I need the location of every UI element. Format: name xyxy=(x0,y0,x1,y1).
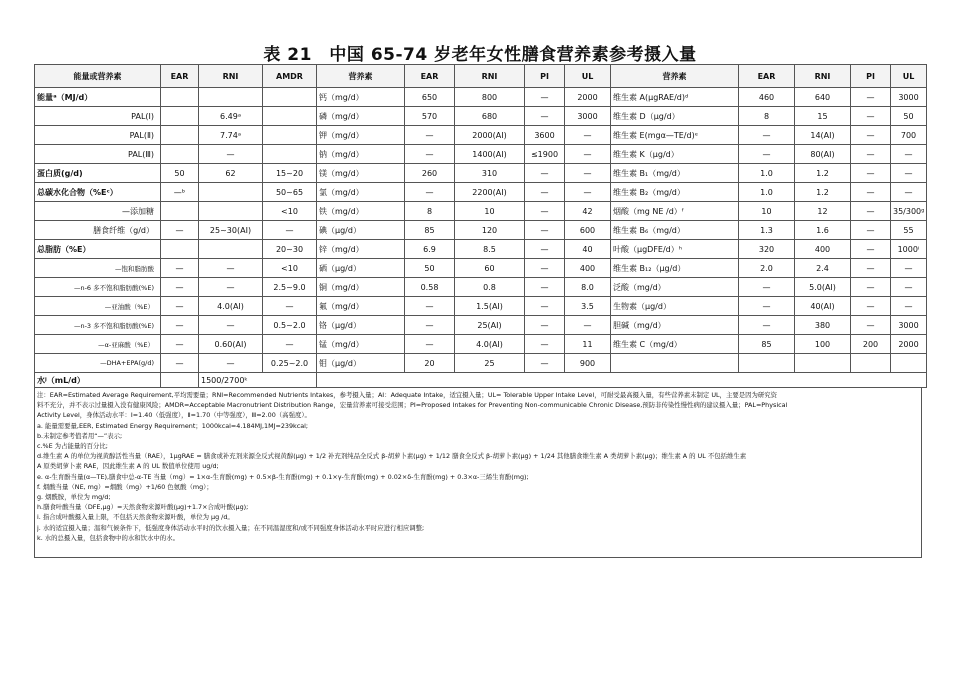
table-row xyxy=(35,164,927,183)
value-cell: 80(AI) xyxy=(795,145,851,164)
header-cell: EAR xyxy=(405,65,455,88)
table-row xyxy=(35,202,927,221)
value-cell: 42 xyxy=(565,202,611,221)
header-cell: EAR xyxy=(739,65,795,88)
water-label: 水ʲ（mL/d） xyxy=(35,373,161,388)
value-cell: 380 xyxy=(795,316,851,335)
value-cell: — xyxy=(525,316,565,335)
nutrient-label: 镁（mg/d） xyxy=(317,164,405,183)
table-row xyxy=(35,240,927,259)
value-cell: — xyxy=(851,183,891,202)
value-cell xyxy=(263,145,317,164)
value-cell: 0.5~2.0 xyxy=(263,316,317,335)
value-cell: — xyxy=(199,145,263,164)
value-cell: 0.60(AI) xyxy=(199,335,263,354)
nutrient-label: 铁（mg/d） xyxy=(317,202,405,221)
value-cell: — xyxy=(851,259,891,278)
table-row xyxy=(35,278,927,297)
value-cell: — xyxy=(199,354,263,373)
nutrient-label: 维生素 B₁（mg/d） xyxy=(611,164,739,183)
nutrient-label: 维生素 B₁₂（μg/d） xyxy=(611,259,739,278)
value-cell: 600 xyxy=(565,221,611,240)
value-cell: 640 xyxy=(795,88,851,107)
nutrient-label: 铜（mg/d） xyxy=(317,278,405,297)
nutrient-label: 维生素 K（μg/d） xyxy=(611,145,739,164)
nutrient-label: 叶酸（μgDFE/d）ʰ xyxy=(611,240,739,259)
value-cell: 3000 xyxy=(891,316,927,335)
note-line: f. 烟酸当量（NE, mg）=烟酸（mg）+1/60 色氨酸（mg）； xyxy=(37,482,213,491)
value-cell: 50 xyxy=(161,164,199,183)
note-line: k. 水的总摄入量，包括食物中的水和饮水中的水。 xyxy=(37,533,179,542)
nutrient-label: 氯（mg/d） xyxy=(317,183,405,202)
value-cell: —ᵇ xyxy=(161,183,199,202)
value-cell: — xyxy=(851,202,891,221)
nutrient-label: 膳食纤维（g/d） xyxy=(35,221,161,240)
value-cell xyxy=(161,88,199,107)
value-cell: — xyxy=(405,335,455,354)
value-cell: 60 xyxy=(455,259,525,278)
value-cell: — xyxy=(565,164,611,183)
nutrient-label: 钾（mg/d） xyxy=(317,126,405,145)
value-cell: — xyxy=(891,164,927,183)
nutrient-label: PAL(Ⅱ) xyxy=(35,126,161,145)
note-line: d.维生素 A 的单位为视黄醇活性当量（RAE），1μgRAE = 膳食或补充剂来源全反式视黄醇(μg) + 1/2 补充剂纯品全反式 β-胡萝卜素(μg) + 1/12 膳食全反式 β-胡萝卜素(μg) + 1/24 其他膳食维生素 A 类胡萝卜素(μg)；维生素 A 的 UL 不包括维生素 xyxy=(37,452,747,461)
value-cell: — xyxy=(405,126,455,145)
value-cell: 1.3 xyxy=(739,221,795,240)
nutrient-label: 锰（mg/d） xyxy=(317,335,405,354)
nutrient-label: PAL(Ⅲ) xyxy=(35,145,161,164)
value-cell: — xyxy=(851,221,891,240)
value-cell xyxy=(739,354,795,373)
value-cell: 35/300ᵍ xyxy=(891,202,927,221)
nutrient-label: 钠（mg/d） xyxy=(317,145,405,164)
table-row xyxy=(35,183,927,202)
value-cell: 0.8 xyxy=(455,278,525,297)
header-cell: UL xyxy=(891,65,927,88)
header-cell: PI xyxy=(525,65,565,88)
value-cell: 0.58 xyxy=(405,278,455,297)
value-cell: 50 xyxy=(891,107,927,126)
water-row xyxy=(35,373,927,388)
empty-cell xyxy=(161,373,199,388)
header-cell: 能量或营养素 xyxy=(35,65,161,88)
header-cell: AMDR xyxy=(263,65,317,88)
value-cell: — xyxy=(851,240,891,259)
nutrient-label: 生物素（μg/d） xyxy=(611,297,739,316)
header-cell: RNI xyxy=(199,65,263,88)
value-cell: <10 xyxy=(263,202,317,221)
value-cell: <10 xyxy=(263,259,317,278)
header-cell: RNI xyxy=(795,65,851,88)
table-title: 表 21 中国 65-74 岁老年女性膳食营养素参考摄入量 xyxy=(263,45,697,65)
note-line: 料不充分，并不表示过量摄入没有健康风险；AMDR=Acceptable Macronutrient Distribution Range，宏量营养素可接受范围；PI=Proposed Intakes for Preventing Non-communicable Chronic Disease,预防非传染性慢性病的建议摄入量；PAL=Physical xyxy=(37,401,788,410)
value-cell: — xyxy=(565,145,611,164)
nutrient-label: 铬（μg/d） xyxy=(317,316,405,335)
note-line: a. 能量需要量,EER, Estimated Energy Requirement；1000kcal=4.184MJ,1MJ=239kcal; xyxy=(37,421,309,430)
value-cell: — xyxy=(263,221,317,240)
note-line: c.%E 为占能量的百分比; xyxy=(37,442,108,451)
value-cell: 8.5 xyxy=(455,240,525,259)
table-row xyxy=(35,259,927,278)
value-cell: 8 xyxy=(405,202,455,221)
value-cell: 62 xyxy=(199,164,263,183)
value-cell: 1.5(AI) xyxy=(455,297,525,316)
value-cell: 2200(AI) xyxy=(455,183,525,202)
value-cell: 2000(AI) xyxy=(455,126,525,145)
value-cell: — xyxy=(525,164,565,183)
nutrient-label: 钙（mg/d） xyxy=(317,88,405,107)
value-cell: — xyxy=(199,278,263,297)
value-cell: 460 xyxy=(739,88,795,107)
nutrient-label: 胆碱（mg/d） xyxy=(611,316,739,335)
nutrient-label: 氟（mg/d） xyxy=(317,297,405,316)
value-cell: 650 xyxy=(405,88,455,107)
value-cell: 1.2 xyxy=(795,164,851,183)
value-cell: — xyxy=(199,259,263,278)
value-cell: 200 xyxy=(851,335,891,354)
value-cell: 2000 xyxy=(891,335,927,354)
value-cell: — xyxy=(405,183,455,202)
value-cell: — xyxy=(851,145,891,164)
value-cell: — xyxy=(891,278,927,297)
value-cell xyxy=(795,354,851,373)
water-value: 1500/2700ᵏ xyxy=(199,373,317,388)
value-cell: 3000 xyxy=(565,107,611,126)
value-cell: — xyxy=(161,221,199,240)
value-cell: — xyxy=(525,88,565,107)
nutrient-label: 维生素 E(mgα—TE/d)ᵉ xyxy=(611,126,739,145)
table-row xyxy=(35,107,927,126)
value-cell: 8.0 xyxy=(565,278,611,297)
value-cell: 14(AI) xyxy=(795,126,851,145)
value-cell: 1000ⁱ xyxy=(891,240,927,259)
nutrient-label: 蛋白质(g/d) xyxy=(35,164,161,183)
note-line: 注：EAR=Estimated Average Requirement,平均需要量；RNI=Recommended Nutrients Intakes，参考摄入量；AI：Adequate Intake，适宜摄入量；UL= Tolerable Upper Intake Level，可耐受最高摄入量，有些营养素未制定 UL，主要是因为研究资 xyxy=(37,391,778,399)
value-cell xyxy=(199,88,263,107)
value-cell: — xyxy=(525,354,565,373)
value-cell: — xyxy=(161,297,199,316)
nutrient-label xyxy=(611,354,739,373)
header-cell: PI xyxy=(851,65,891,88)
value-cell: — xyxy=(851,88,891,107)
value-cell: — xyxy=(739,126,795,145)
value-cell: 20 xyxy=(405,354,455,373)
note-line: e. α-生育酚当量(α—TE),膳食中总-α-TE 当量（mg）= 1×α-生育酚(mg) + 0.5×β-生育酚(mg) + 0.1×γ-生育酚(mg) + 0.02×δ-生育酚(mg) + 0.3×α-三烯生育酚(mg); xyxy=(37,472,529,481)
nutrient-label: 能量ᵃ（MJ/d） xyxy=(35,88,161,107)
value-cell: 3.5 xyxy=(565,297,611,316)
nutrient-table xyxy=(34,64,927,388)
value-cell: 2.0 xyxy=(739,259,795,278)
value-cell: — xyxy=(525,107,565,126)
nutrient-label: 维生素 A(μgRAE/d)ᵈ xyxy=(611,88,739,107)
value-cell: 1400(AI) xyxy=(455,145,525,164)
header-cell: 营养素 xyxy=(317,65,405,88)
value-cell: — xyxy=(161,354,199,373)
note-line: i. 指合成叶酸摄入量上限，不包括天然食物来源叶酸，单位为 μg /d。 xyxy=(37,513,234,522)
value-cell: 3600 xyxy=(525,126,565,145)
value-cell: 3000 xyxy=(891,88,927,107)
value-cell: — xyxy=(263,335,317,354)
value-cell: — xyxy=(851,164,891,183)
nutrient-label: —DHA+EPA(g/d) xyxy=(35,354,161,373)
value-cell xyxy=(161,126,199,145)
nutrient-label: —饱和脂肪酸 xyxy=(35,259,161,278)
value-cell: 2.4 xyxy=(795,259,851,278)
value-cell: 10 xyxy=(455,202,525,221)
value-cell: 8 xyxy=(739,107,795,126)
nutrient-label: 钼（μg/d） xyxy=(317,354,405,373)
nutrient-label: 碘（μg/d） xyxy=(317,221,405,240)
value-cell: — xyxy=(263,297,317,316)
nutrient-label: —n-3 多不饱和脂肪酸(%E) xyxy=(35,316,161,335)
header-cell: UL xyxy=(565,65,611,88)
value-cell: 2.5~9.0 xyxy=(263,278,317,297)
value-cell: 25~30(AI) xyxy=(199,221,263,240)
value-cell: — xyxy=(525,335,565,354)
value-cell: 100 xyxy=(795,335,851,354)
value-cell: — xyxy=(739,278,795,297)
value-cell: 40 xyxy=(565,240,611,259)
table-row xyxy=(35,145,927,164)
nutrient-label: 烟酸（mg NE /d）ᶠ xyxy=(611,202,739,221)
value-cell: — xyxy=(525,202,565,221)
value-cell: 320 xyxy=(739,240,795,259)
value-cell xyxy=(199,183,263,202)
value-cell: — xyxy=(525,183,565,202)
value-cell: 85 xyxy=(405,221,455,240)
header-cell: EAR xyxy=(161,65,199,88)
table-row xyxy=(35,221,927,240)
value-cell: 7.74ᵃ xyxy=(199,126,263,145)
value-cell: — xyxy=(525,221,565,240)
value-cell: — xyxy=(525,259,565,278)
note-line: Activity Level，身体活动水平：Ⅰ=1.40（低强度），Ⅱ=1.70（中等强度），Ⅲ=2.00（高强度）。 xyxy=(37,411,311,420)
nutrient-label: 维生素 D（μg/d） xyxy=(611,107,739,126)
note-line: g. 烟酰胺，单位为 mg/d; xyxy=(37,493,111,502)
value-cell xyxy=(161,107,199,126)
nutrient-label: 磷（mg/d） xyxy=(317,107,405,126)
value-cell: — xyxy=(405,145,455,164)
value-cell: — xyxy=(891,145,927,164)
nutrient-label: 硒（μg/d） xyxy=(317,259,405,278)
note-line: j. 水的适宜摄入量；温和气候条件下，低强度身体活动水平时的饮水摄入量；在不同温湿度和/或不同强度身体活动水平时应进行相应调整; xyxy=(37,523,425,532)
value-cell: 10 xyxy=(739,202,795,221)
nutrient-label: —n-6 多不饱和脂肪酸(%E) xyxy=(35,278,161,297)
value-cell: 6.49ᵃ xyxy=(199,107,263,126)
note-line: A 原类胡萝卜素 RAE，因此维生素 A 的 UL 数值单位使用 ug/d; xyxy=(37,462,219,471)
value-cell: 700 xyxy=(891,126,927,145)
value-cell: 4.0(AI) xyxy=(199,297,263,316)
value-cell: 0.25~2.0 xyxy=(263,354,317,373)
table-row xyxy=(35,126,927,145)
value-cell: — xyxy=(199,316,263,335)
value-cell: — xyxy=(739,316,795,335)
value-cell: 1.2 xyxy=(795,183,851,202)
value-cell: — xyxy=(891,183,927,202)
value-cell xyxy=(161,240,199,259)
value-cell xyxy=(263,88,317,107)
value-cell xyxy=(851,354,891,373)
value-cell: 1.6 xyxy=(795,221,851,240)
value-cell: — xyxy=(405,316,455,335)
nutrient-label: —α-亚麻酸（%E） xyxy=(35,335,161,354)
value-cell: — xyxy=(565,316,611,335)
value-cell xyxy=(263,107,317,126)
nutrient-label: 泛酸（mg/d） xyxy=(611,278,739,297)
value-cell: 25(AI) xyxy=(455,316,525,335)
value-cell: 5.0(AI) xyxy=(795,278,851,297)
table-row xyxy=(35,316,927,335)
table-row xyxy=(35,88,927,107)
value-cell: 25 xyxy=(455,354,525,373)
value-cell: — xyxy=(161,316,199,335)
value-cell: 120 xyxy=(455,221,525,240)
value-cell: 800 xyxy=(455,88,525,107)
nutrient-label: —添加糖 xyxy=(35,202,161,221)
table-body xyxy=(35,88,927,388)
nutrient-label: —亚油酸（%E） xyxy=(35,297,161,316)
table-notes xyxy=(34,388,922,558)
value-cell xyxy=(199,202,263,221)
value-cell: — xyxy=(565,126,611,145)
value-cell: — xyxy=(851,297,891,316)
value-cell: 400 xyxy=(795,240,851,259)
value-cell: 680 xyxy=(455,107,525,126)
value-cell: 900 xyxy=(565,354,611,373)
value-cell xyxy=(199,240,263,259)
value-cell: 85 xyxy=(739,335,795,354)
value-cell: — xyxy=(161,259,199,278)
header-cell: RNI xyxy=(455,65,525,88)
nutrient-label: 总碳水化合物（%Eᶜ） xyxy=(35,183,161,202)
value-cell: — xyxy=(851,126,891,145)
value-cell xyxy=(891,354,927,373)
nutrient-label: 锌（mg/d） xyxy=(317,240,405,259)
value-cell: 570 xyxy=(405,107,455,126)
value-cell: — xyxy=(851,316,891,335)
table-header-row xyxy=(35,65,927,88)
table-row xyxy=(35,335,927,354)
value-cell: — xyxy=(405,297,455,316)
value-cell: — xyxy=(739,145,795,164)
value-cell: 1.0 xyxy=(739,183,795,202)
note-line: h.膳食叶酸当量（DFE,μg）=天然食物来源叶酸(μg)+1.7×合成叶酸(μg); xyxy=(37,503,249,512)
value-cell: 400 xyxy=(565,259,611,278)
value-cell: ≤1900 xyxy=(525,145,565,164)
value-cell: 4.0(AI) xyxy=(455,335,525,354)
value-cell: 1.0 xyxy=(739,164,795,183)
value-cell: — xyxy=(851,278,891,297)
value-cell: — xyxy=(161,335,199,354)
nutrient-label: 维生素 B₆（mg/d） xyxy=(611,221,739,240)
empty-cell xyxy=(317,373,927,388)
nutrient-label: 维生素 C（mg/d） xyxy=(611,335,739,354)
value-cell: 50 xyxy=(405,259,455,278)
value-cell: 15~20 xyxy=(263,164,317,183)
table-row xyxy=(35,354,927,373)
value-cell: 40(AI) xyxy=(795,297,851,316)
value-cell: 2000 xyxy=(565,88,611,107)
value-cell: — xyxy=(891,297,927,316)
value-cell: — xyxy=(565,183,611,202)
nutrient-label: 维生素 B₂（mg/d） xyxy=(611,183,739,202)
value-cell: 15 xyxy=(795,107,851,126)
value-cell: 310 xyxy=(455,164,525,183)
value-cell: — xyxy=(739,297,795,316)
value-cell: 11 xyxy=(565,335,611,354)
value-cell xyxy=(161,202,199,221)
value-cell: 260 xyxy=(405,164,455,183)
nutrient-label: 总脂肪（%E） xyxy=(35,240,161,259)
value-cell: — xyxy=(161,278,199,297)
value-cell: — xyxy=(891,259,927,278)
value-cell xyxy=(161,145,199,164)
value-cell: 50~65 xyxy=(263,183,317,202)
value-cell: 6.9 xyxy=(405,240,455,259)
value-cell: 12 xyxy=(795,202,851,221)
value-cell: — xyxy=(525,240,565,259)
value-cell: 20~30 xyxy=(263,240,317,259)
value-cell: — xyxy=(525,297,565,316)
table-row xyxy=(35,297,927,316)
value-cell: 55 xyxy=(891,221,927,240)
value-cell xyxy=(263,126,317,145)
nutrient-label: PAL(Ⅰ) xyxy=(35,107,161,126)
note-line: b.未制定参考值者用“—”表示; xyxy=(37,431,123,440)
value-cell: — xyxy=(525,278,565,297)
header-cell: 营养素 xyxy=(611,65,739,88)
value-cell: — xyxy=(851,107,891,126)
